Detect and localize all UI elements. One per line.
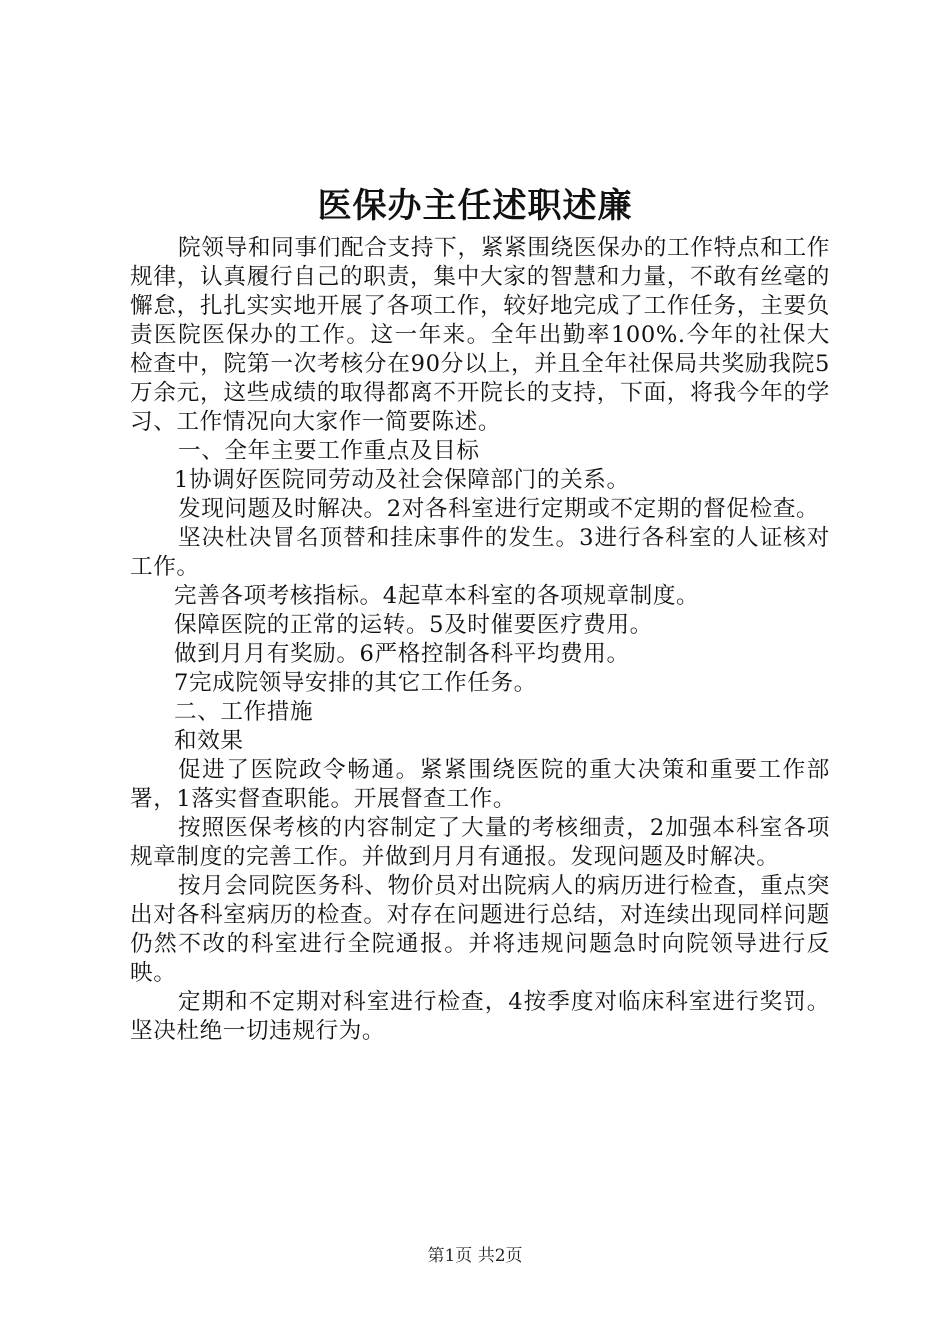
paragraph-item-2: 发现问题及时解决。2对各科室进行定期或不定期的督促检查。	[178, 496, 820, 522]
section-heading-1: 一、全年主要工作重点及目标	[178, 438, 480, 464]
paragraph-item-4: 完善各项考核指标。4起草本科室的各项规章制度。	[174, 583, 700, 609]
paragraph-intro: 院领导和同事们配合支持下，紧紧围绕医保办的工作特点和工作规律，认真履行自己的职责，集中大家的智慧和力量，不敢有丝毫的懈怠，扎扎实实地开展了各项工作，较好地完成了工作任务，主要负责医院医保办的工作。这一年来。全年出勤率100%.今年的社保大检查中，院第一次考核分在90分以上，并且全年社保局共奖励我院5万余元，这些成绩的取得都离不开院长的支持，下面，将我今年的学习、工作情况向大家作一简要陈述。	[130, 235, 830, 435]
paragraph-measure-1: 促进了医院政令畅通。紧紧围绕医院的重大决策和重要工作部署，1落实督查职能。开展督查工作。	[130, 757, 830, 812]
paragraph-measure-2: 按照医保考核的内容制定了大量的考核细责，2加强本科室各项规章制度的完善工作。并做到月月有通报。发现问题及时解决。	[130, 815, 830, 870]
paragraph-item-3: 坚决杜决冒名顶替和挂床事件的发生。3进行各科室的人证核对工作。	[130, 525, 830, 580]
section-heading-2: 二、工作措施	[174, 699, 314, 725]
paragraph-item-6: 做到月月有奖励。6严格控制各科平均费用。	[174, 641, 630, 667]
paragraph-item-1: 1协调好医院同劳动及社会保障部门的关系。	[174, 467, 630, 493]
paragraph-measure-4: 定期和不定期对科室进行检查，4按季度对临床科室进行奖罚。坚决杜绝一切违规行为。	[130, 989, 830, 1044]
page-footer: 第1页 共2页	[427, 1246, 523, 1266]
paragraph-item-5: 保障医院的正常的运转。5及时催要医疗费用。	[174, 612, 653, 638]
paragraph-item-7: 7完成院领导安排的其它工作任务。	[174, 670, 537, 696]
document-body	[130, 234, 830, 1046]
document-title: 医保办主任述职述廉	[317, 186, 633, 226]
paragraph-measure-3: 按月会同院医务科、物价员对出院病人的病历进行检查，重点突出对各科室病历的检查。对存在问题进行总结，对连续出现同样问题仍然不改的科室进行全院通报。并将违规问题急时向院领导进行反映。	[130, 873, 830, 986]
section-heading-2-cont: 和效果	[174, 728, 244, 754]
